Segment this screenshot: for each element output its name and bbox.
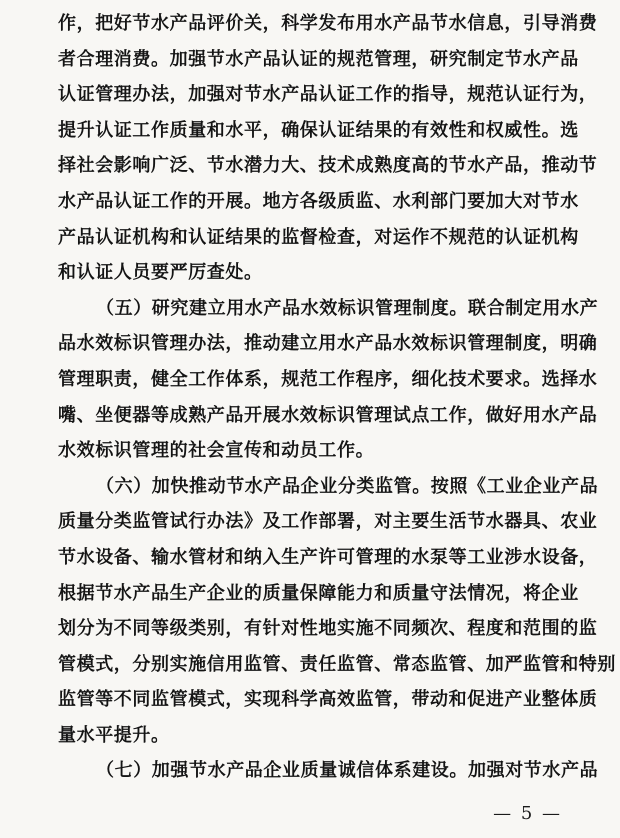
- text-line: 择社会影响广泛、节水潜力大、技术成熟度高的节水产品，推动节: [58, 155, 598, 177]
- text-line: 根据节水产品生产企业的质量保障能力和质量守法情况，将企业: [58, 582, 579, 604]
- section-heading-line: （五）研究建立用水产品水效标识管理制度。联合制定用水产: [96, 297, 599, 319]
- text-line: 作，把好节水产品评价关，科学发布用水产品节水信息，引导消费: [58, 13, 598, 34]
- text-line: 水效标识管理的社会宣传和动员工作。: [58, 440, 375, 462]
- text-line: 品水效标识管理办法，推动建立用水产品水效标识管理制度，明确: [58, 333, 598, 355]
- text-line: 管模式，分别实施信用监管、责任监管、常态监管、加严监管和特别: [58, 653, 616, 675]
- text-line: 质量分类监管试行办法》及工作部署，对主要生活节水器具、农业: [58, 511, 598, 533]
- text-line: 者合理消费。加强节水产品认证的规范管理，研究制定节水产品: [58, 48, 579, 70]
- text-line: 划分为不同等级类别，有针对性地实施不同频次、程度和范围的监: [58, 618, 598, 640]
- text-line: 管理职责，健全工作体系，规范工作程序，细化技术要求。选择水: [58, 368, 598, 390]
- text-line: 嘴、坐便器等成熟产品开展水效标识管理试点工作，做好用水产品: [58, 404, 598, 426]
- text-line: 认证管理办法，加强对节水产品认证工作的指导，规范认证行为，: [58, 84, 598, 106]
- text-line: 量水平提升。: [58, 724, 170, 746]
- section-heading-line: （六）加快推动节水产品企业分类监管。按照《工业企业产品: [96, 475, 599, 497]
- page-number: — 5 —: [493, 803, 562, 824]
- section-heading-line: （七）加强节水产品企业质量诚信体系建设。加强对节水产品: [96, 760, 599, 782]
- text-line: 提升认证工作质量和水平，确保认证结果的有效性和权威性。选: [58, 119, 579, 141]
- text-line: 和认证人员要严厉查处。: [58, 262, 263, 284]
- text-line: 节水设备、输水管材和纳入生产许可管理的水泵等工业涉水设备，: [58, 546, 598, 568]
- text-line: 产品认证机构和认证结果的监督检查，对运作不规范的认证机构: [58, 226, 579, 248]
- text-line: 监管等不同监管模式，实现科学高效监管，带动和促进产业整体质: [58, 689, 598, 711]
- body-text: [58, 6, 616, 789]
- text-line: 水产品认证工作的开展。地方各级质监、水利部门要加大对节水: [58, 190, 579, 212]
